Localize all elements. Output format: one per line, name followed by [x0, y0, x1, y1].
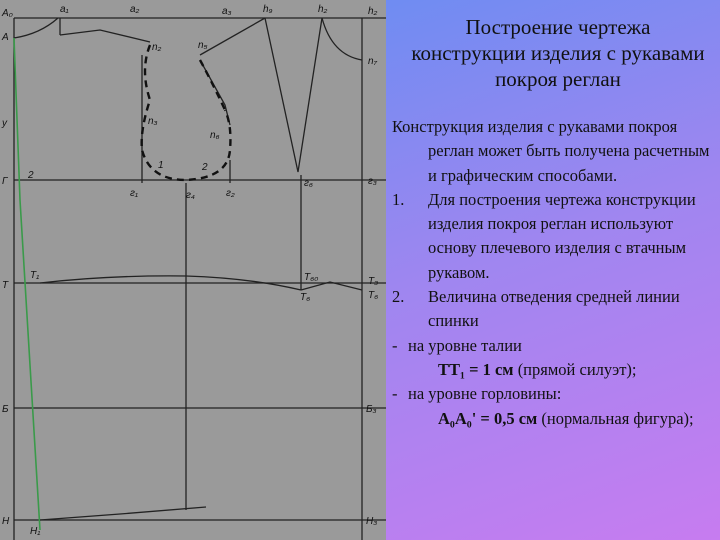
formula-neck: [392, 407, 716, 431]
label-B: Б: [2, 404, 9, 415]
label-T1: T₁: [30, 270, 40, 281]
front-armhole-upper: [200, 60, 230, 125]
label-A0: A₀: [2, 8, 13, 19]
back-center-line: [14, 38, 40, 530]
level-item-waist: [392, 334, 716, 358]
level-item-neck: [392, 382, 716, 406]
label-T6-right: T₆: [368, 290, 379, 301]
label-a2: a₂: [130, 4, 140, 15]
slide-title: Построение чертежа конструкции изделия с рукавами покроя реглан: [411, 15, 705, 91]
front-shoulder: [200, 18, 265, 55]
formula-waist-value: ТТ₁ = 1 см: [438, 359, 514, 379]
label-T3: T₃: [368, 276, 379, 287]
list-text-2: Величина отведения средней линии спинки: [428, 287, 680, 331]
list-item-1: [392, 188, 716, 285]
label-g6: г₆: [304, 178, 313, 189]
list-marker-1: 1.: [392, 189, 405, 209]
label-two: 2: [202, 162, 208, 173]
level-text-neck: на уровне горловины:: [408, 384, 562, 404]
label-n6: n₆: [210, 130, 220, 141]
label-right-top: h₂: [368, 6, 378, 17]
list-item-2: [392, 285, 716, 334]
label-H3: H₃: [366, 516, 378, 527]
formula-waist: [392, 358, 716, 382]
label-T6: T₆: [300, 292, 311, 303]
label-h9: h₉: [263, 4, 273, 15]
back-neck-curve: [14, 18, 58, 38]
label-T60: T₆₀: [304, 272, 319, 283]
label-a3: a₃: [222, 6, 232, 17]
formula-neck-note: (нормальная фигура);: [537, 408, 694, 428]
label-g4: г₄: [186, 190, 195, 201]
label-H: H: [2, 516, 10, 527]
label-y: y: [2, 118, 7, 129]
label-n7: n₇: [368, 56, 378, 67]
label-n3: n₃: [148, 116, 158, 127]
dash-marker-1: -: [392, 335, 398, 355]
dash-marker-2: -: [392, 384, 398, 404]
label-A: A: [2, 32, 9, 43]
label-G: Г: [2, 176, 8, 187]
level-text-waist: на уровне талии: [408, 335, 522, 355]
intro-paragraph: Конструкция изделия с рукавами покроя реглан может быть получена расчетным и графическим способами.: [392, 117, 710, 185]
label-H1: H₁: [30, 526, 41, 537]
label-B3: Б₃: [366, 404, 377, 415]
armhole-dashed-curve: [142, 45, 231, 180]
front-dart: [265, 18, 322, 172]
label-g3: г₃: [368, 176, 377, 187]
back-shoulder: [60, 30, 150, 42]
list-text-1: Для построения чертежа конструкции изделия покроя реглан используют основу плечевого изделия с втачным рукавом.: [428, 189, 696, 282]
label-g2: г₂: [226, 188, 235, 199]
formula-neck-value: А₀А₀' = 0,5 см: [438, 408, 538, 428]
text-panel: [386, 0, 720, 540]
label-n2: n₂: [152, 42, 162, 53]
slide-body: [392, 115, 716, 431]
label-g1: г₁: [130, 188, 139, 199]
formula-waist-note: (прямой силуэт);: [513, 359, 637, 379]
list-marker-2: 2.: [392, 287, 405, 307]
label-two-b: 2: [28, 170, 34, 181]
label-one: 1: [158, 160, 164, 171]
label-h2: h₂: [318, 4, 328, 15]
label-T: T: [2, 280, 9, 291]
hem-curve: [40, 507, 206, 520]
label-a1: a₁: [60, 4, 69, 15]
label-n5: n₅: [198, 40, 208, 51]
front-neck-curve: [322, 18, 362, 60]
